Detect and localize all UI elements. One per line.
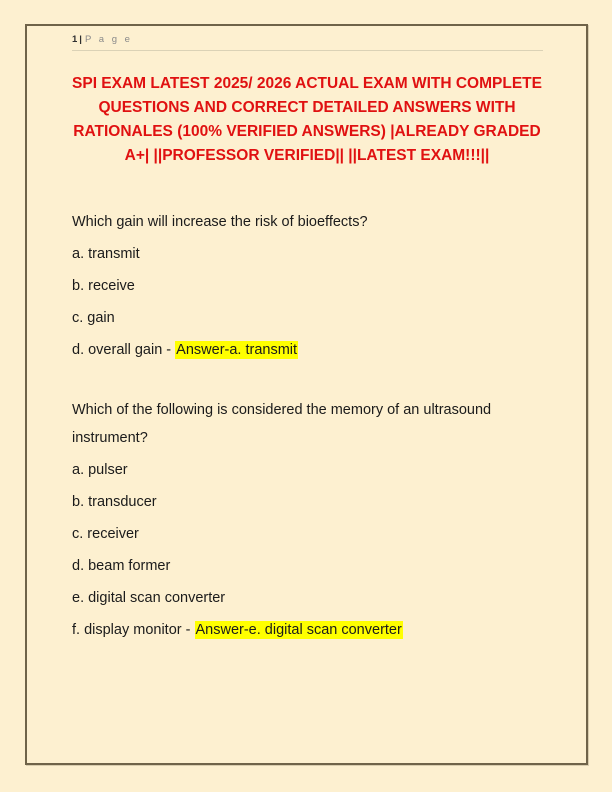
page-header-separator: | bbox=[79, 34, 82, 45]
answer-option-with-answer bbox=[72, 616, 542, 644]
highlighted-answer: Answer-e. digital scan converter bbox=[195, 622, 402, 638]
page-number: 1 bbox=[72, 34, 78, 45]
question-block-1 bbox=[72, 208, 542, 364]
answer-prefix: d. overall gain - bbox=[72, 342, 176, 358]
answer-option: c. receiver bbox=[72, 526, 139, 542]
question-text: Which gain will increase the risk of bioeffects? bbox=[72, 214, 368, 230]
answer-option: c. gain bbox=[72, 310, 115, 326]
answer-option: b. transducer bbox=[72, 494, 157, 510]
question-text: Which of the following is considered the memory of an ultrasound instrument? bbox=[72, 402, 492, 446]
answer-option-with-answer bbox=[72, 336, 542, 364]
header-rule bbox=[72, 50, 543, 51]
highlighted-answer: Answer-a. transmit bbox=[176, 342, 298, 358]
document-content bbox=[72, 72, 542, 648]
page-header bbox=[72, 34, 132, 46]
answer-option: a. pulser bbox=[72, 462, 128, 478]
answer-option: e. digital scan converter bbox=[72, 590, 226, 606]
document-title: SPI EXAM LATEST 2025/ 2026 ACTUAL EXAM WITH COMPLETE QUESTIONS AND CORRECT DETAILED ANSWERS WITH RATIONALES (100% VERIFIED ANSWERS) |ALREADY GRADED A+| ||PROFESSOR VERIFIED|| ||LATEST EXAM!!!|| bbox=[72, 75, 542, 164]
answer-option: d. beam former bbox=[72, 558, 171, 574]
page-header-label: P a g e bbox=[84, 34, 133, 45]
answer-prefix: f. display monitor - bbox=[72, 622, 195, 638]
question-block-2 bbox=[72, 396, 542, 644]
answer-option: a. transmit bbox=[72, 246, 140, 262]
answer-option: b. receive bbox=[72, 278, 135, 294]
